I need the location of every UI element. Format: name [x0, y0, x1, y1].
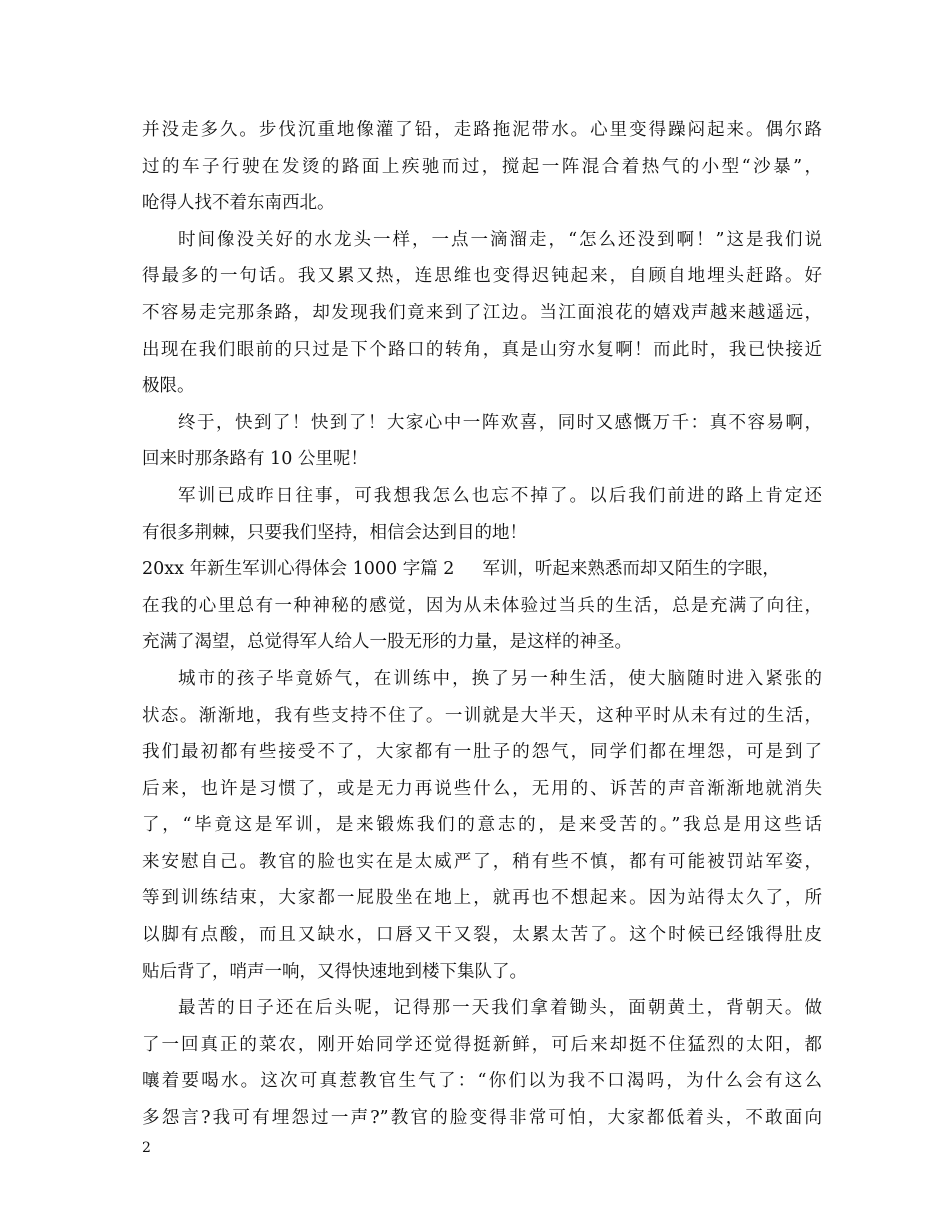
text-line: 多怨言?我可有埋怨过一声?”教官的脸变得非常可怕，大家都低着头，不敢面向 — [142, 1108, 822, 1129]
text-line: 回来时那条路有 10 公里呢！ — [142, 449, 368, 470]
paragraph-5 — [142, 551, 822, 661]
text-line: 终于，快到了！快到了！大家心中一阵欢喜，同时又感慨万千：真不容易啊， — [178, 412, 822, 433]
text-line: 以脚有点酸，而且又缺水，口唇又干又裂，太累太苦了。这个时候已经饿得肚皮 — [142, 925, 822, 946]
text-line: 了一回真正的菜农，刚开始同学还觉得挺新鲜，可后来却挺不住猛烈的太阳，都 — [142, 1034, 822, 1055]
paragraph-7 — [142, 990, 822, 1136]
paragraph-1 — [142, 112, 822, 222]
document-body — [142, 112, 822, 1137]
section-heading: 20xx 年新生军训心得体会 1000 字篇 2 — [142, 559, 455, 580]
text-line: 不容易走完那条路，却发现我们竟来到了江边。当江面浪花的嬉戏声越来越遥远， — [142, 302, 822, 323]
text-line: 有很多荆棘，只要我们坚持，相信会达到目的地！ — [142, 522, 527, 543]
text-line: 时间像没关好的水龙头一样，一点一滴溜走，“怎么还没到啊！”这是我们说 — [178, 229, 822, 250]
text-line: 得最多的一句话。我又累又热，连思维也变得迟钝起来，自顾自地埋头赶路。好 — [142, 266, 822, 287]
page-number: 2 — [142, 1140, 151, 1156]
text-line: 最苦的日子还在后头呢，记得那一天我们拿着锄头，面朝黄土，背朝天。做 — [178, 998, 822, 1019]
text-line: 极限。 — [142, 376, 195, 397]
text-line: 城市的孩子毕竟娇气，在训练中，换了另一种生活，使大脑随时进入紧张的 — [178, 668, 822, 689]
text-line: 来安慰自己。教官的脸也实在是太威严了，稍有些不慎，都有可能被罚站军姿， — [142, 851, 822, 872]
text-line: 等到训练结束，大家都一屁股坐在地上，就再也不想起来。因为站得太久了，所 — [142, 888, 822, 909]
paragraph-4 — [142, 478, 822, 551]
text-line: 我们最初都有些接受不了，大家都有一肚子的怨气，同学们都在埋怨，可是到了 — [142, 742, 822, 763]
text-line: 出现在我们眼前的只过是下个路口的转角，真是山穷水复啊！而此时，我已快接近 — [142, 339, 822, 360]
text-line: 贴后背了，哨声一响，又得快速地到楼下集队了。 — [142, 961, 527, 982]
section-heading-line — [142, 551, 822, 588]
text-line: 状态。渐渐地，我有些支持不住了。一训就是大半天，这种平时从未有过的生活， — [142, 705, 822, 726]
text-line: 呛得人找不着东南西北。 — [142, 193, 335, 214]
text-line: 军训已成昨日往事，可我想我怎么也忘不掉了。以后我们前进的路上肯定还 — [178, 485, 822, 506]
text-line: 充满了渴望，总觉得军人给人一股无形的力量，是这样的神圣。 — [142, 632, 632, 653]
paragraph-2 — [142, 222, 822, 405]
paragraph-6 — [142, 661, 822, 990]
text-line: 在我的心里总有一种神秘的感觉，因为从未体验过当兵的生活，总是充满了向往， — [142, 595, 822, 616]
heading-tail-text: 军训，听起来熟悉而却又陌生的字眼， — [482, 559, 780, 580]
text-line: 过的车子行驶在发烫的路面上疾驰而过，搅起一阵混合着热气的小型“沙暴”， — [142, 156, 822, 177]
text-line: 后来，也许是习惯了，或是无力再说些什么，无用的、诉苦的声音渐渐地就消失 — [142, 778, 822, 799]
text-line: 并没走多久。步伐沉重地像灌了铅，走路拖泥带水。心里变得躁闷起来。偶尔路 — [142, 120, 822, 140]
text-line: 了，“毕竟这是军训，是来锻炼我们的意志的，是来受苦的。”我总是用这些话 — [142, 815, 822, 836]
text-line: 嚷着要喝水。这次可真惹教官生气了：“你们以为我不口渴吗，为什么会有这么 — [142, 1071, 822, 1092]
paragraph-3 — [142, 405, 822, 478]
